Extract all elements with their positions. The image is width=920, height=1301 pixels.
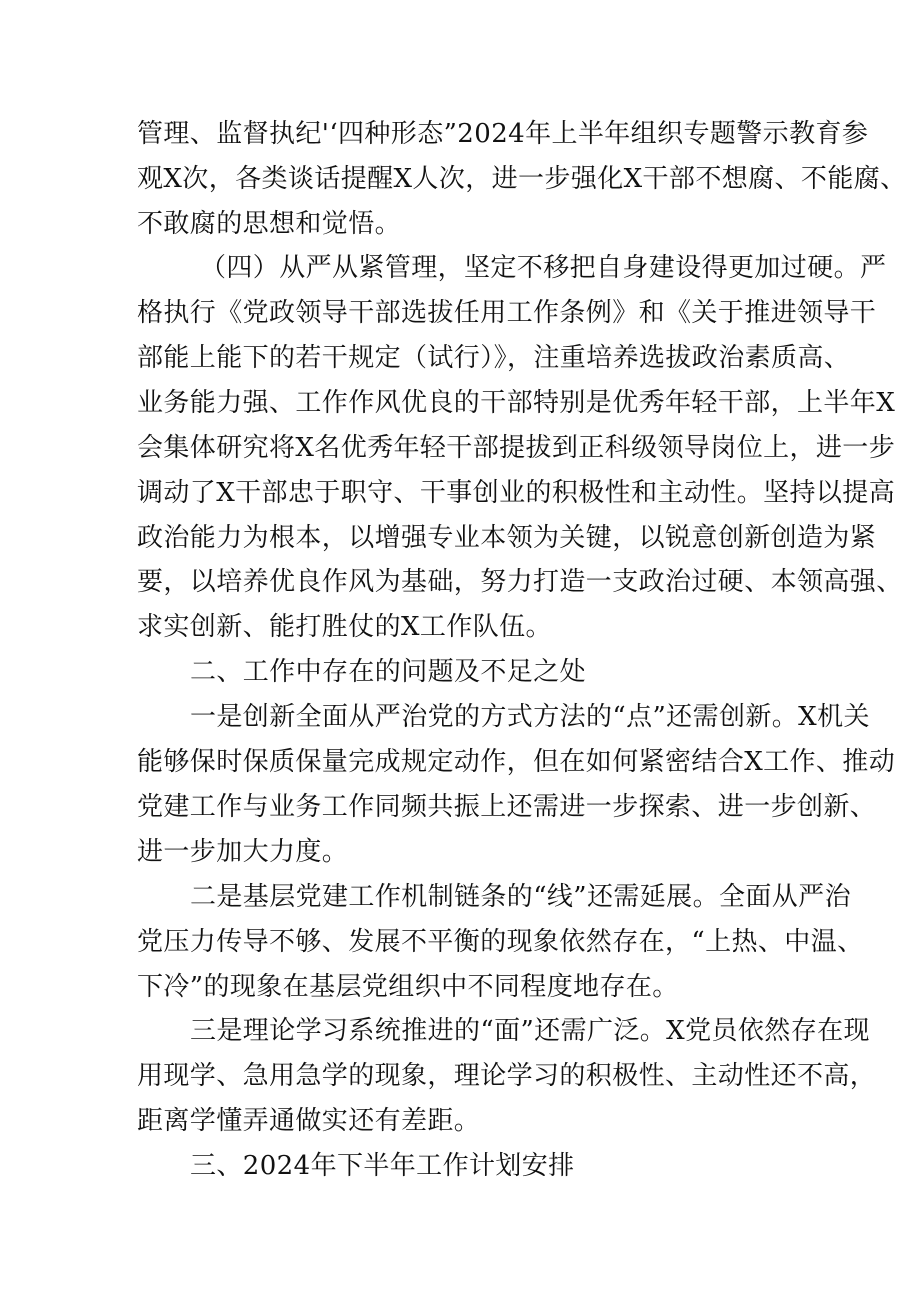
text-line: 进一步加大力度。 [137, 837, 349, 867]
text-line: 要，以培养优良作风为基础，努力打造一支政治过硬、本领高强、 [137, 567, 903, 597]
text-line: 政治能力为根本，以增强专业本领为关键，以锐意创新创造为紧 [137, 523, 877, 553]
text-line: 距离学懂弄通做实还有差距。 [137, 1106, 481, 1136]
text-line: 能够保时保质保量完成规定动作，但在如何紧密结合X工作、推动 [137, 747, 896, 777]
text-line: 部能上能下的若干规定（试行）》，注重培养选拔政治素质高、 [137, 343, 851, 373]
text-line: 党压力传导不够、发展不平衡的现象依然存在，“上热、中温、 [137, 927, 864, 957]
text-line: 不敢腐的思想和觉悟。 [137, 209, 402, 239]
text-line: 下冷”的现象在基层党组织中不同程度地存在。 [137, 972, 679, 1002]
text-line: 用现学、急用急学的现象，理论学习的积极性、主动性还不高， [137, 1061, 877, 1091]
text-line: 求实创新、能打胜仗的X工作队伍。 [137, 612, 552, 642]
text-line: 会集体研究将X名优秀年轻干部提拔到正科级领导岗位上，进一步 [137, 433, 896, 463]
paragraph-start-line: 二是基层党建工作机制链条的“线”还需延展。全面从严治 [190, 882, 851, 912]
text-line: 管理、监督执纪'‘四种形态”2024年上半年组织专题警示教育参 [137, 119, 869, 149]
text-line: 调动了X干部忠于职守、干事创业的积极性和主动性。坚持以提高 [137, 478, 896, 508]
paragraph-start-line: 三是理论学习系统推进的“面”还需广泛。X党员依然存在现 [190, 1016, 870, 1046]
section-heading: 二、工作中存在的问题及不足之处 [190, 657, 587, 687]
paragraph-start-line: （四）从严从紧管理，坚定不移把自身建设得更加过硬。严 [200, 253, 887, 283]
text-line: 观X次，各类谈话提醒X人次，进一步强化X干部不想腐、不能腐、 [137, 164, 907, 194]
text-line: 业务能力强、工作作风优良的干部特别是优秀年轻干部，上半年X [137, 388, 896, 418]
text-line: 格执行《党政领导干部选拔任用工作条例》和《关于推进领导干 [137, 298, 877, 328]
section-heading: 三、2024年下半年工作计划安排 [190, 1151, 575, 1181]
text-line: 党建工作与业务工作同频共振上还需进一步探索、进一步创新、 [137, 792, 877, 822]
paragraph-start-line: 一是创新全面从严治党的方式方法的“点”还需创新。X机关 [190, 702, 870, 732]
